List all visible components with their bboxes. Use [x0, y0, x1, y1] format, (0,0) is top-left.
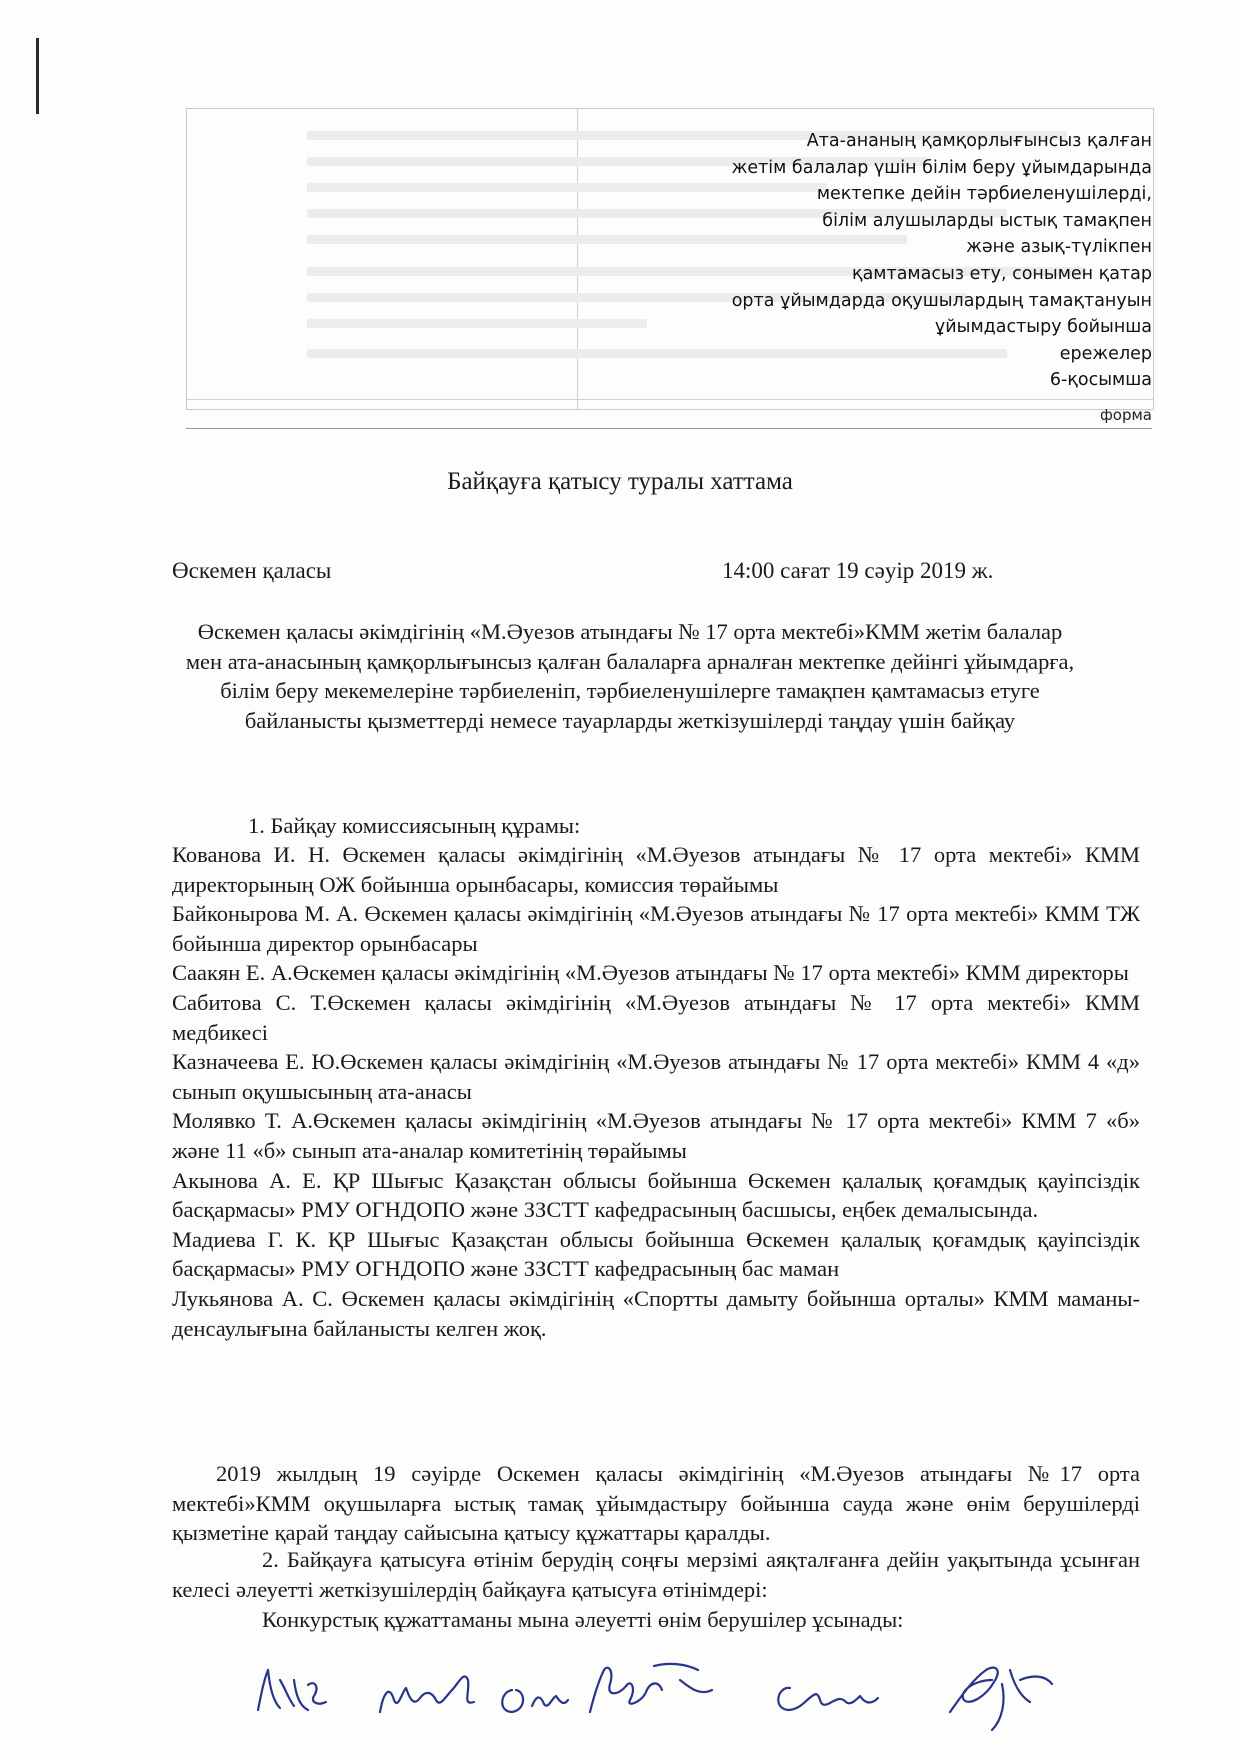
member-entry: Молявко Т. А.Өскемен қаласы әкімдігінің «М.Әуезов атындағы № 17 орта мектебі» КММ 7 «б» және 11 «б» сынып ата-аналар комитетінің төрайымы	[172, 1108, 1140, 1163]
date-time: 14:00 сағат 19 сәуір 2019 ж.	[722, 558, 994, 583]
member-entry: Мадиева Г. К. ҚР Шығыс Қазақстан облысы бойынша Өскемен қалалық қоғамдық қауіпсіздік басқармасы» РМУ ОГНДОПО және ЗЗСТТ кафедрасының бас маман	[172, 1226, 1140, 1282]
header-line: және азық-түлікпен	[966, 237, 1152, 258]
header-line: ережелер	[1059, 343, 1152, 364]
header-line: мектепке дейін тәрбиеленушілерді,	[816, 184, 1152, 205]
header-line: Ата-ананың қамқорлығынсыз қалған	[806, 131, 1152, 151]
margin-mark	[36, 38, 39, 114]
header-line: орта ұйымдарда оқушылардың тамақтануын	[731, 290, 1152, 311]
header-line: қамтамасыз ету, сонымен қатар	[852, 263, 1152, 284]
signatures-row	[250, 1640, 1150, 1740]
signature-2	[380, 1677, 474, 1713]
review-paragraph: 2019 жылдың 19 сәуірде Оскемен қаласы әкімдігінің «М.Әуезов атындағы №17 орта мектебі»КММ оқушыларға ыстық тамақ ұйымдастыру бойынша сауда және өнім берушілерді қызметіне қарай таңдау сайысына қатысу құжаттары қаралды.	[172, 1461, 1140, 1545]
appendix-header	[592, 128, 1152, 394]
member-entry: Кованова И. Н. Өскемен қаласы әкімдігінің «М.Әуезов атындағы № 17 орта мектебі» КММ директорының ОЖ бойынша орынбасары, комиссия төрайымы	[172, 842, 1140, 897]
signature-1	[258, 1670, 326, 1710]
signature-4	[590, 1664, 712, 1712]
signature-3	[502, 1690, 568, 1712]
signature-5	[778, 1688, 878, 1710]
section-1-heading: 1. Байқау комиссиясының құрамы:	[248, 813, 581, 838]
intro-paragraph: Өскемен қаласы әкімдігінің «М.Әуезов атындағы № 17 орта мектебі»КММ жетім балалар мен ата-анасының қамқорлығынсыз қалған балаларға арналған мектепке дейінгі ұйымдарға, білім беру мекемелеріне тәрбиеленіп, тәрбиеленушілерге тамақпен қамтамасыз етуге байланысты қызметтерді немесе тауарларды жеткізушілерді таңдау үшін байқау	[185, 619, 1075, 733]
header-line: 6-қосымша	[1049, 370, 1152, 391]
signature-6	[950, 1668, 1052, 1730]
handwritten-signatures	[250, 1640, 1150, 1740]
member-entry: Акынова А. Е. ҚР Шығыс Қазақстан облысы бойынша Өскемен қалалық қоғамдық қауіпсіздік басқармасы» РМУ ОГНДОПО және ЗЗСТТ кафедрасының басшысы, еңбек демалысында.	[172, 1167, 1140, 1223]
header-line: ұйымдастыру бойынша	[934, 317, 1152, 338]
member-entry: Лукьянова А. С. Өскемен қаласы әкімдігінің «Спортты дамыту бойынша орталы» КММ маманы-денсаулығына байланысты келген жоқ.	[172, 1285, 1140, 1341]
divider	[186, 428, 1152, 429]
commission-members	[172, 840, 1140, 1343]
member-entry: Сабитова С. Т.Өскемен қаласы әкімдігінің «М.Әуезов атындағы № 17 орта мектебі» КММ медбикесі	[172, 989, 1140, 1045]
applications-paragraph: 2. Байқауға қатысуға өтінім берудің соңғы мерзімі аяқталғанға дейін уақытында ұсынған келесі әлеуетті жеткізушілердің байқауға қатысуға өтінімдері:	[172, 1547, 1140, 1602]
header-line: жетім балалар үшін білім беру ұйымдарында	[731, 157, 1152, 178]
suppliers-paragraph: Конкурстық құжаттаманы мына әлеуетті өнім берушілер ұсынады:	[262, 1607, 904, 1632]
member-entry: Казначеева Е. Ю.Өскемен қаласы әкімдігінің «М.Әуезов атындағы № 17 орта мектебі» КММ 4 «д» сынып оқушысының ата-анасы	[172, 1049, 1140, 1104]
member-entry: Байконырова М. А. Өскемен қаласы әкімдігінің «М.Әуезов атындағы № 17 орта мектебі» КММ ТЖ бойынша директор орынбасары	[172, 901, 1140, 956]
form-label: форма	[1099, 406, 1152, 424]
city-label: Өскемен қаласы	[172, 558, 332, 583]
header-line: білім алушыларды ыстық тамақпен	[822, 210, 1152, 231]
member-entry: Саакян Е. А.Өскемен қаласы әкімдігінің «М.Әуезов атындағы № 17 орта мектебі» КММ директоры	[172, 960, 1129, 986]
document-title: Байқауға қатысу туралы хаттама	[447, 468, 793, 495]
